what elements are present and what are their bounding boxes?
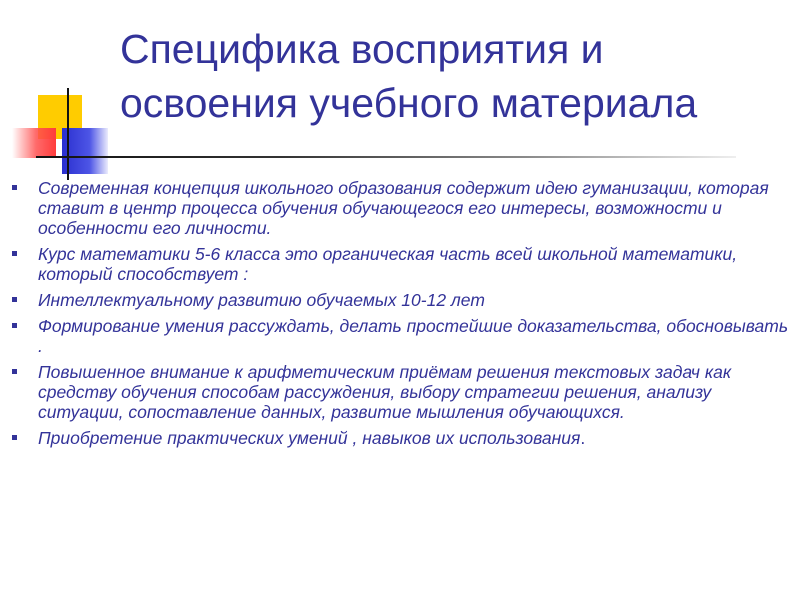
- square-bullet-icon: [12, 435, 17, 440]
- square-bullet-icon: [12, 297, 17, 302]
- slide-title-line-1: Специфика восприятия и: [120, 26, 604, 72]
- bullet-text: Интеллектуальному развитию обучаемых 10-12 лет: [38, 290, 485, 310]
- bullet-text: Формирование умения рассуждать, делать простейшие доказательства, обосновывать .: [38, 316, 789, 356]
- bullet-item: [6, 316, 796, 356]
- logo-vertical-line: [67, 88, 69, 180]
- bullet-item: [6, 362, 796, 422]
- square-bullet-icon: [12, 185, 17, 190]
- bullet-text: Повышенное внимание к арифметическим приёмам решения текстовых задач как средству обучения способам рассуждения, выбору стратегии решения, анализу ситуации, сопоставление данных, развитие мышления обучающихся.: [38, 362, 732, 422]
- bullet-text: Приобретение практических умений , навыков их использования: [38, 428, 581, 448]
- bullet-item: [6, 290, 796, 310]
- slide-title-line-2: освоения учебного материала: [120, 80, 698, 126]
- bullet-item: [6, 244, 796, 284]
- bullet-item: [6, 428, 796, 448]
- bullet-text: Современная концепция школьного образования содержит идею гуманизации, которая ставит в центр процесса обучения обучающегося его интересы, возможности и особенности его личности.: [38, 178, 769, 238]
- bullet-item: [6, 178, 796, 238]
- slide-content: [6, 178, 796, 454]
- square-bullet-icon: [12, 323, 17, 328]
- bullet-end-period: .: [580, 428, 586, 448]
- square-bullet-icon: [12, 251, 17, 256]
- color-blocks-logo: [0, 0, 120, 180]
- square-bullet-icon: [12, 369, 17, 374]
- title-underline-rule: [36, 156, 736, 158]
- slide-title: [120, 22, 780, 130]
- bullet-list: [6, 178, 796, 448]
- logo-red-square: [12, 128, 56, 158]
- bullet-text: Курс математики 5-6 класса это органическая часть всей школьной математики, который способствует :: [38, 244, 738, 284]
